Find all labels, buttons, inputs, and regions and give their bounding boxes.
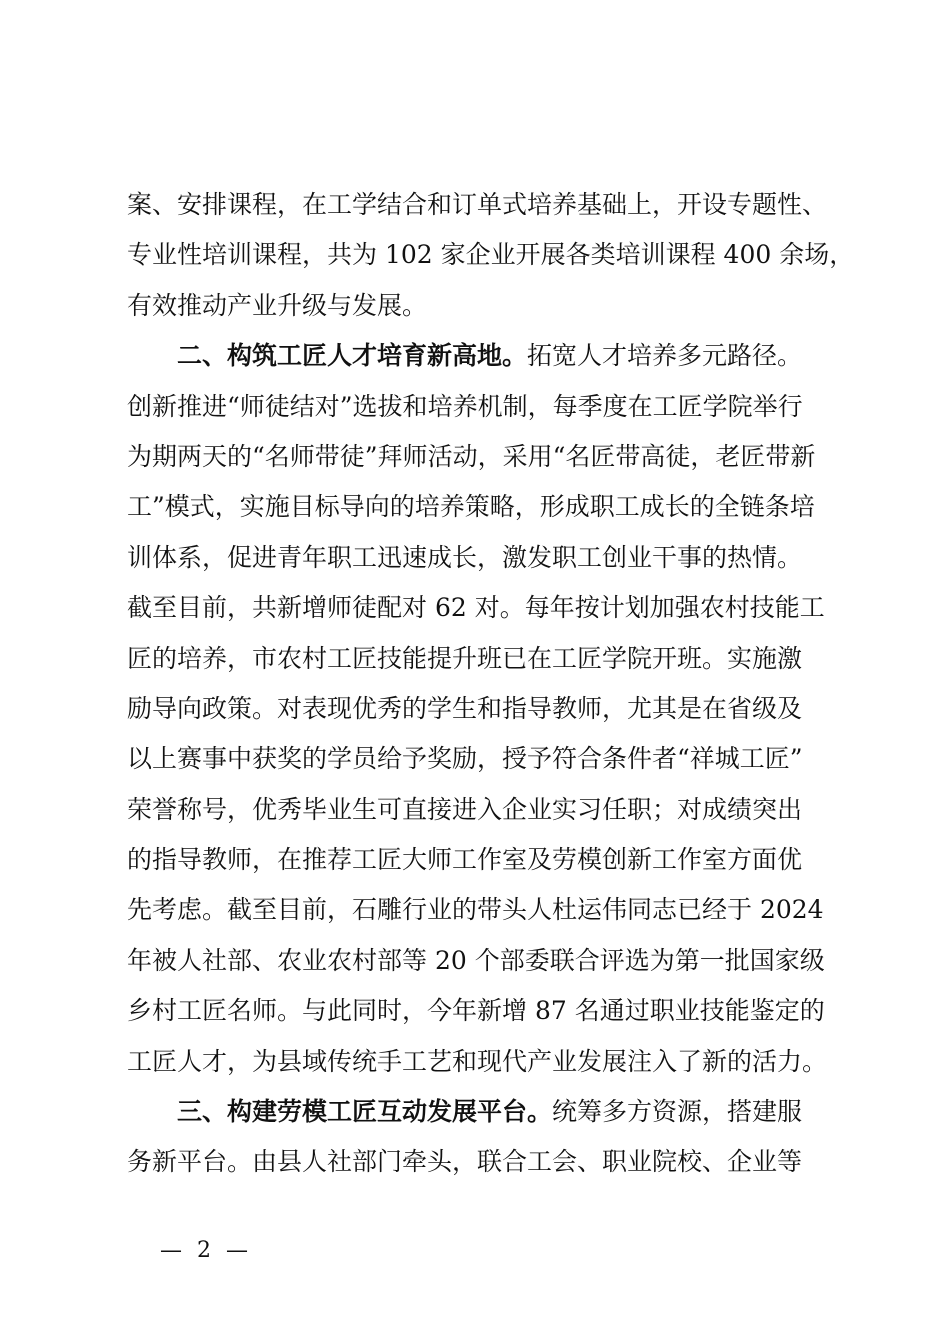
document-body: [127, 180, 855, 1188]
text-line: 的指导教师，在推荐工匠大师工作室及劳模创新工作室方面优: [127, 845, 803, 875]
text-line: 专业性培训课程，共为 102 家企业开展各类培训课程 400 余场，: [127, 240, 855, 270]
text-line: 以上赛事中获奖的学员给予奖励，授予符合条件者“祥城工匠”: [127, 744, 803, 774]
text-line: 案、安排课程，在工学结合和订单式培养基础上，开设专题性、: [127, 190, 828, 219]
text-line: 工”模式，实施目标导向的培养策略，形成职工成长的全链条培: [127, 492, 815, 522]
section-two-first-line: [127, 331, 832, 381]
text-line: 训体系，促进青年职工迅速成长，激发职工创业干事的热情。: [127, 542, 803, 572]
text-line: 年被人社部、农业农村部等 20 个部委联合评选为第一批国家级: [127, 945, 825, 975]
text-line: 务新平台。由县人社部门牵头，联合工会、职业院校、企业等: [127, 1147, 803, 1177]
section-three-lead-text: 统筹多方资源，搭建服: [552, 1097, 803, 1127]
text-line: 荣誉称号，优秀毕业生可直接进入企业实习任职；对成绩突出: [127, 794, 803, 824]
text-line: 先考虑。截至目前，石雕行业的带头人杜运伟同志已经于 2024: [127, 895, 824, 925]
text-line: 为期两天的“名师带徒”拜师活动，采用“名匠带高徒，老匠带新: [127, 441, 816, 471]
section-three-first-line: [127, 1087, 832, 1137]
section-three-heading: 三、构建劳模工匠互动发展平台。: [177, 1097, 553, 1127]
text-line: 匠的培养，市农村工匠技能提升班已在工匠学院开班。实施激: [127, 643, 803, 673]
text-line: 创新推进“师徒结对”选拔和培养机制，每季度在工匠学院举行: [127, 391, 803, 421]
text-line: 工匠人才，为县域传统手工艺和现代产业发展注入了新的活力。: [127, 1046, 828, 1076]
text-line: 截至目前，共新增师徒配对 62 对。每年按计划加强农村技能工: [127, 593, 825, 623]
text-line: 有效推动产业升级与发展。: [127, 290, 428, 320]
text-line: 乡村工匠名师。与此同时，今年新增 87 名通过职业技能鉴定的: [127, 996, 825, 1026]
section-two-heading: 二、构筑工匠人才培育新高地。: [177, 341, 528, 371]
section-two-lead-text: 拓宽人才培养多元路径。: [527, 341, 803, 371]
text-line: 励导向政策。对表现优秀的学生和指导教师，尤其是在省级及: [127, 693, 803, 723]
page-number: — 2 —: [160, 1238, 252, 1263]
